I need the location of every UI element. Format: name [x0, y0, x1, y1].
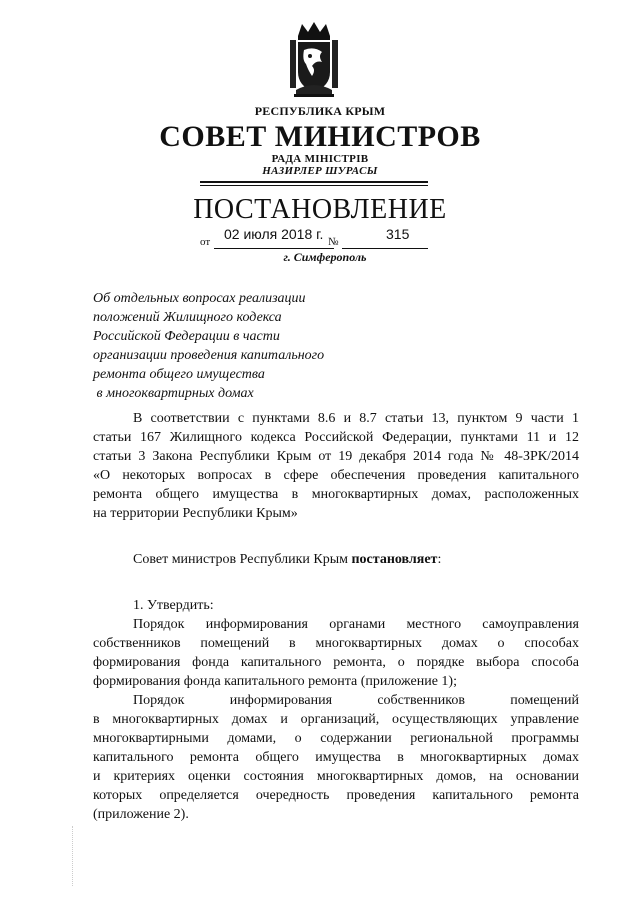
paragraph-line: Порядок информирования органами местного самоуправления — [133, 617, 579, 632]
subject-line: Российской Федерации в части — [93, 329, 280, 344]
resolution-date: 02 июля 2018 г. — [224, 226, 324, 242]
paragraph-line: и критериях оценки состояния многоквартирных домов, на основании — [93, 769, 579, 784]
subject-line: в многоквартирных домах — [93, 386, 254, 401]
city-name: г. Симферополь — [283, 250, 367, 264]
paragraph-line: формирования фонда капитального ремонта (приложение 1); — [93, 674, 457, 689]
preamble-line: «О некоторых вопросах в сфере обеспечения проведения капитального — [93, 468, 579, 483]
paragraph-line: собственников помещений в многоквартирных домах о способах — [93, 636, 579, 651]
preamble-line: ремонта общего имущества в многоквартирных домах, расположенных — [93, 487, 579, 502]
preamble-line: на территории Республики Крым» — [93, 506, 298, 521]
scan-margin-mark — [72, 826, 77, 886]
crimea-coat-of-arms-icon — [286, 20, 342, 98]
header-divider-thin — [200, 185, 428, 186]
header-divider-thick — [200, 181, 428, 183]
paragraph-line: многоквартирными домами, о содержании региональной программы — [93, 731, 579, 746]
paragraph-line: (приложение 2). — [93, 807, 189, 822]
paragraph-line: капитального ремонта общего имущества в многоквартирных домах — [93, 750, 579, 765]
subject-block — [93, 289, 353, 403]
preamble-line: статьи 167 Жилищного кодекса Российской Федерации, пунктами 11 и 12 — [93, 430, 579, 445]
nazirler-shurasy-title: НАЗИРЛЕР ШУРАСЫ — [262, 165, 378, 177]
number-underline — [342, 248, 428, 249]
number-label: № — [328, 236, 339, 248]
decree-line — [133, 552, 441, 568]
from-label: от — [200, 236, 211, 248]
decree-text: Совет министров Республики Крым — [133, 552, 352, 567]
date-number-line — [200, 228, 430, 250]
subject-line: ремонта общего имущества — [93, 367, 265, 382]
paragraph-line: которых определяется очередность проведения капитального ремонта — [93, 788, 579, 803]
preamble-line: статьи 3 Закона Республики Крым от 19 декабря 2014 года № 48-ЗРК/2014 — [93, 449, 579, 464]
paragraph-line: Порядок информирования собственников помещений — [133, 693, 579, 708]
resolution-number: 315 — [386, 226, 410, 242]
republic-name: РЕСПУБЛИКА КРЫМ — [254, 104, 386, 118]
decree-verb: постановляет — [351, 552, 438, 567]
preamble-line: В соответствии с пунктами 8.6 и 8.7 статьи 13, пунктом 9 части 1 — [133, 411, 579, 426]
date-underline — [214, 248, 334, 249]
item-heading: 1. Утвердить: — [133, 598, 214, 613]
council-of-ministers-title: СОВЕТ МИНИСТРОВ — [159, 120, 481, 153]
paragraph-line: в многоквартирных домах и организаций, осуществляющих управление — [93, 712, 579, 727]
subject-line: Об отдельных вопросах реализации — [93, 291, 306, 306]
subject-line: положений Жилищного кодекса — [93, 310, 282, 325]
rada-ministriv-title: РАДА МІНІСТРІВ — [271, 153, 369, 165]
decree-colon: : — [437, 552, 442, 567]
paragraph-line: формирования фонда капитального ремонта, о порядке выбора способа — [93, 655, 579, 670]
document-type-title: ПОСТАНОВЛЕНИЕ — [193, 194, 447, 225]
subject-line: организации проведения капитального — [93, 348, 325, 363]
